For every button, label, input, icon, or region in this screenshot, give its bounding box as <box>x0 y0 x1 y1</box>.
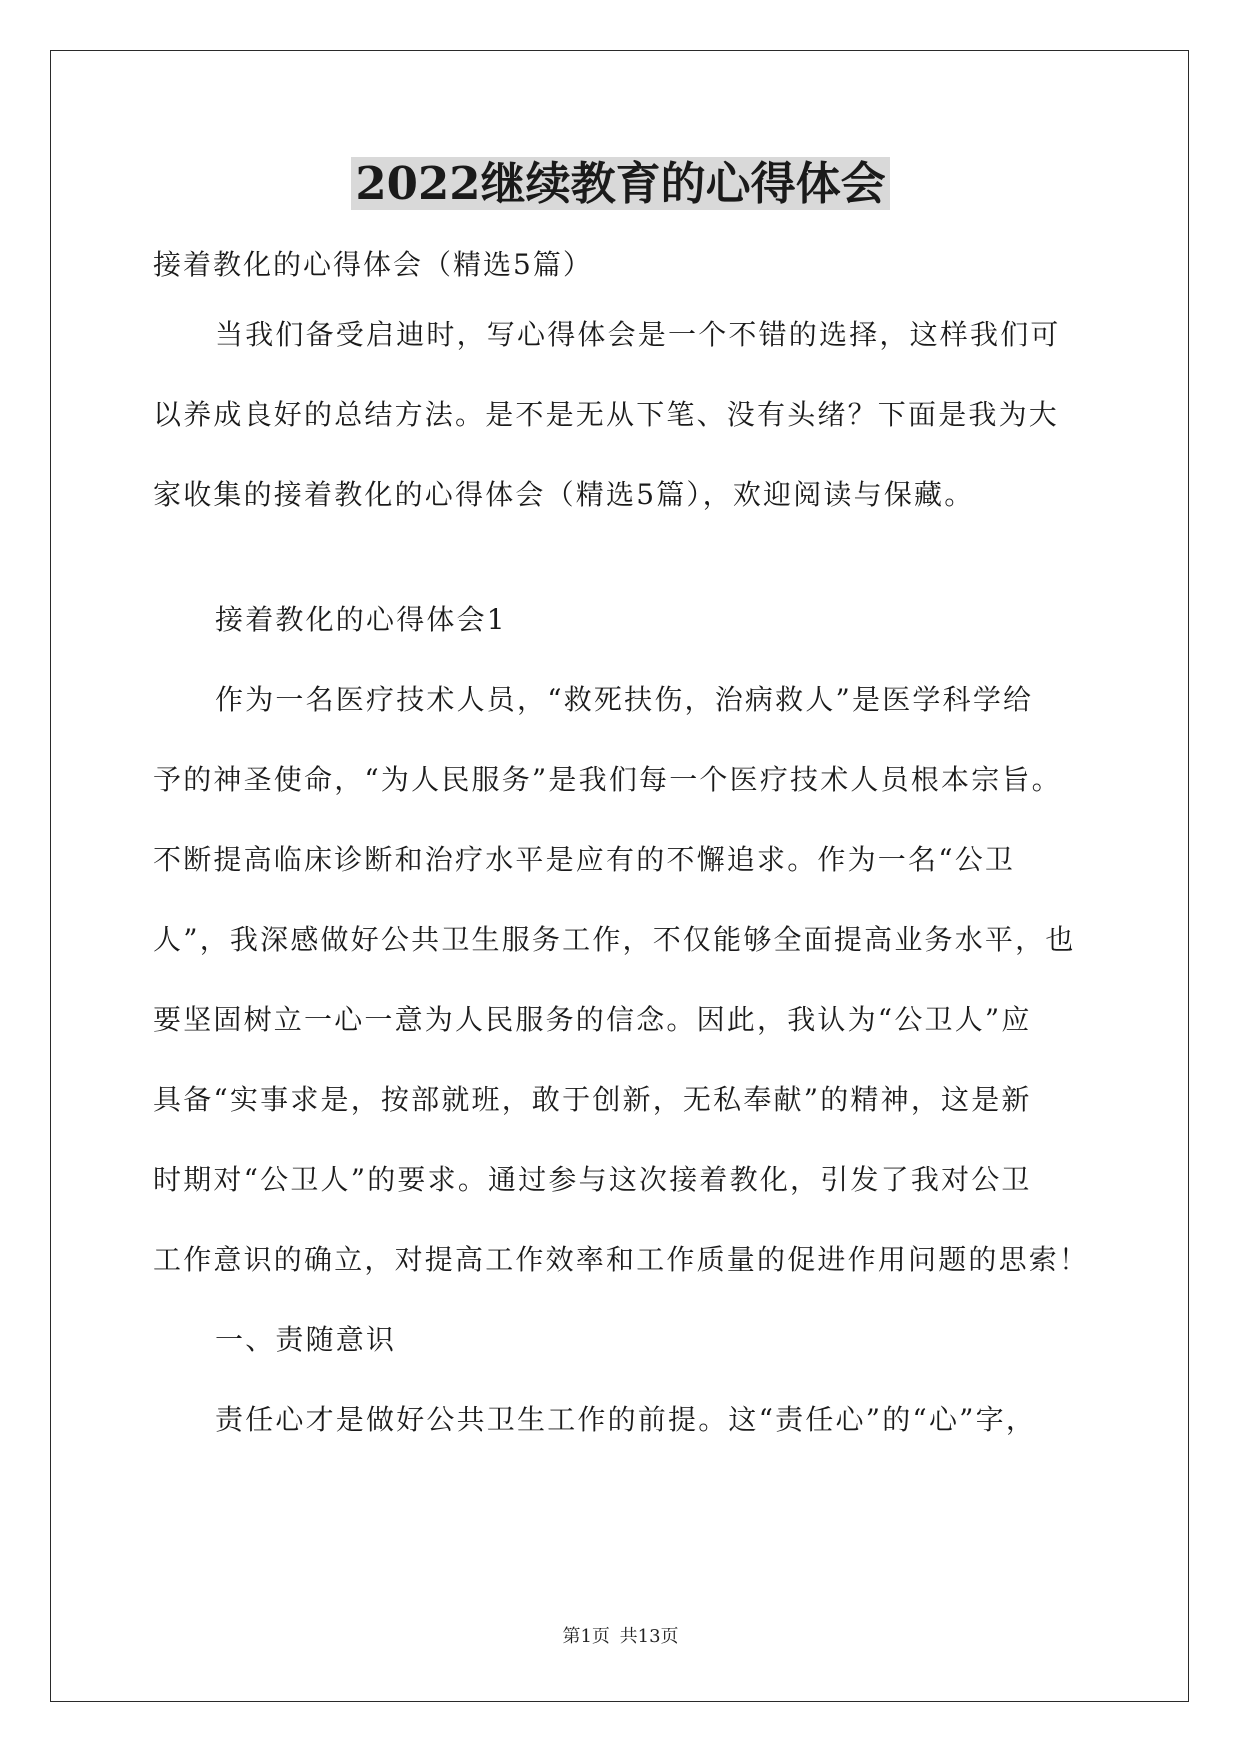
document-title-text: 2022继续教育的心得体会 <box>351 157 889 210</box>
paragraph-line: 要坚固树立一心一意为人民服务的信念。因此，我认为“公卫人”应 <box>153 1003 1032 1036</box>
page-footer: 第1页 共13页 <box>562 1626 679 1647</box>
paragraph-line: 作为一名医疗技术人员，“救死扶伤，治病救人”是医学科学给 <box>215 683 1034 716</box>
point-heading: 一、责随意识 <box>215 1323 397 1356</box>
section-1 <box>153 580 1093 1460</box>
document-title <box>0 154 1241 214</box>
paragraph-line: 予的神圣使命，“为人民服务”是我们每一个医疗技术人员根本宗旨。 <box>153 763 1062 796</box>
intro-paragraph <box>153 295 1093 535</box>
paragraph-line: 责任心才是做好公共卫生工作的前提。这“责任心”的“心”字， <box>215 1403 1037 1436</box>
intro-line: 家收集的接着教化的心得体会（精选5篇），欢迎阅读与保藏。 <box>153 478 975 511</box>
paragraph-line: 具备“实事求是，按部就班，敢于创新，无私奉献”的精神，这是新 <box>153 1083 1032 1116</box>
intro-line: 以养成良好的总结方法。是不是无从下笔、没有头绪？下面是我为大 <box>153 398 1060 431</box>
intro-line: 当我们备受启迪时，写心得体会是一个不错的选择，这样我们可 <box>215 318 1061 351</box>
paragraph-line: 工作意识的确立，对提高工作效率和工作质量的促进作用问题的思索！ <box>153 1243 1090 1276</box>
document-subtitle: 接着教化的心得体会（精选5篇） <box>153 248 593 281</box>
paragraph-line: 时期对“公卫人”的要求。通过参与这次接着教化，引发了我对公卫 <box>153 1163 1032 1196</box>
section-heading: 接着教化的心得体会1 <box>215 603 507 636</box>
paragraph-line: 人”，我深感做好公共卫生服务工作，不仅能够全面提高业务水平，也 <box>153 923 1076 956</box>
paragraph-line: 不断提高临床诊断和治疗水平是应有的不懈追求。作为一名“公卫 <box>153 843 1016 876</box>
